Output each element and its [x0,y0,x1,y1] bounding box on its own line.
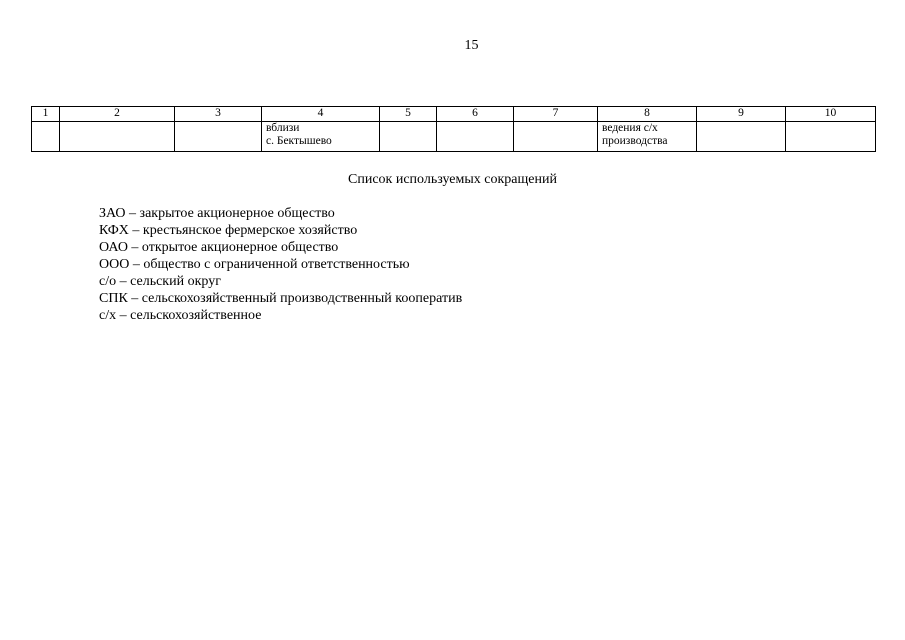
table-cell [32,122,60,152]
column-number-cell: 10 [786,107,876,122]
column-number-cell: 2 [60,107,175,122]
table-cell [514,122,598,152]
table-cell [175,122,262,152]
location-line-2: с. Бектышево [266,135,332,147]
abbreviation-item: КФХ – крестьянское фермерское хозяйство [99,223,358,238]
abbreviation-item: ООО – общество с ограниченной ответственностью [99,257,410,272]
purpose-cell [598,122,697,152]
abbreviation-list [99,205,462,324]
purpose-line-1: ведения с/х [602,122,658,134]
abbreviation-item: с/о – сельский округ [99,274,221,289]
column-number-cell: 1 [32,107,60,122]
continuation-table [31,106,876,152]
location-cell [262,122,380,152]
table-cell [437,122,514,152]
column-number-cell: 7 [514,107,598,122]
table-cell [380,122,437,152]
page-number: 15 [464,38,479,53]
location-line-1: вблизи [266,122,300,134]
abbreviation-item: ЗАО – закрытое акционерное общество [99,206,335,221]
purpose-line-2: производства [602,135,668,147]
abbreviation-item: с/х – сельскохозяйственное [99,308,262,323]
table-row [32,122,876,152]
column-number-cell: 8 [598,107,697,122]
column-number-cell: 4 [262,107,380,122]
table-cell [60,122,175,152]
column-number-cell: 3 [175,107,262,122]
column-number-row [32,107,876,122]
column-number-cell: 5 [380,107,437,122]
table-cell [697,122,786,152]
column-number-cell: 6 [437,107,514,122]
table-cell [786,122,876,152]
abbreviations-title: Список используемых сокращений [348,172,557,187]
abbreviation-item: СПК – сельскохозяйственный производственный кооператив [99,291,463,306]
abbreviation-item: ОАО – открытое акционерное общество [99,240,339,255]
column-number-cell: 9 [697,107,786,122]
